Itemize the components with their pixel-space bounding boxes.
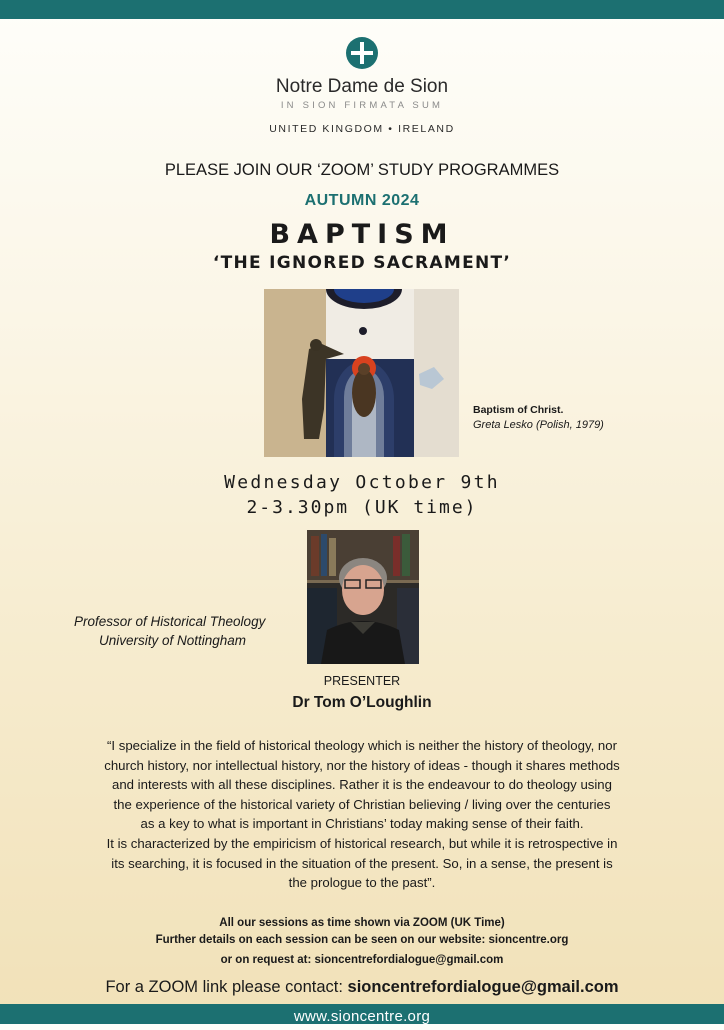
- region: UNITED KINGDOM • IRELAND: [269, 123, 455, 135]
- presenter-quote: [0, 736, 724, 893]
- quote-line: the experience of the historical variety of Christian believing / living over the centuries: [113, 796, 611, 812]
- season-label: AUTUMN 2024: [304, 192, 420, 209]
- cross-logo-icon: [346, 37, 378, 69]
- event-date: Wednesday October 9th: [224, 472, 500, 493]
- quote-line: and interests with all these disciplines. Rather it is the endeavour to do theology using: [112, 777, 612, 793]
- presenter-affiliation-university: University of Nottingham: [99, 633, 247, 648]
- website-footer[interactable]: www.sioncentre.org: [0, 1004, 724, 1024]
- org-name: Notre Dame de Sion: [275, 76, 449, 97]
- quote-line: as a key to what is important in Christians’ today making sense of their faith.: [140, 816, 584, 832]
- programme-title: BAPTISM: [269, 219, 455, 250]
- quote-line: its searching, it is focused in the situation of the present. So, in a sense, the present is: [111, 855, 613, 871]
- artwork-caption-title: Baptism of Christ.: [473, 404, 564, 416]
- request-info: or on request at: sioncentrefordialogue@gmail.com: [220, 954, 504, 966]
- presenter-affiliation-title: Professor of Historical Theology: [74, 614, 266, 629]
- session-info: All our sessions as time shown via ZOOM (UK Time): [219, 917, 505, 929]
- presenter-label: PRESENTER: [323, 674, 401, 688]
- contact-prefix: For a ZOOM link please contact:: [105, 978, 348, 996]
- contact-line: [0, 978, 724, 997]
- event-time: 2-3.30pm (UK time): [246, 497, 478, 518]
- quote-line: It is characterized by the empiricism of historical research, but while it is retrospective in: [106, 835, 618, 851]
- artwork-caption-artist: Greta Lesko (Polish, 1979): [473, 419, 604, 431]
- presenter-name: Dr Tom O’Loughlin: [292, 694, 432, 711]
- contact-email[interactable]: sioncentrefordialogue@gmail.com: [347, 978, 619, 996]
- top-bar: [0, 0, 724, 19]
- quote-line: church history, nor intellectual history, nor the history of ideas - though it shares methods: [104, 757, 620, 773]
- programme-subtitle: ‘THE IGNORED SACRAMENT’: [212, 253, 512, 273]
- motto: IN SION FIRMATA SUM: [280, 100, 444, 111]
- further-details: Further details on each session can be seen on our website: sioncentre.org: [155, 934, 569, 946]
- baptism-painting: [264, 289, 459, 457]
- quote-line: “I specialize in the field of historical theology which is neither the history of theology, nor: [107, 738, 617, 753]
- presenter-photo: [307, 530, 419, 664]
- invitation-heading: PLEASE JOIN OUR ‘ZOOM’ STUDY PROGRAMMES: [164, 161, 560, 179]
- quote-line: the prologue to the past”.: [288, 875, 436, 891]
